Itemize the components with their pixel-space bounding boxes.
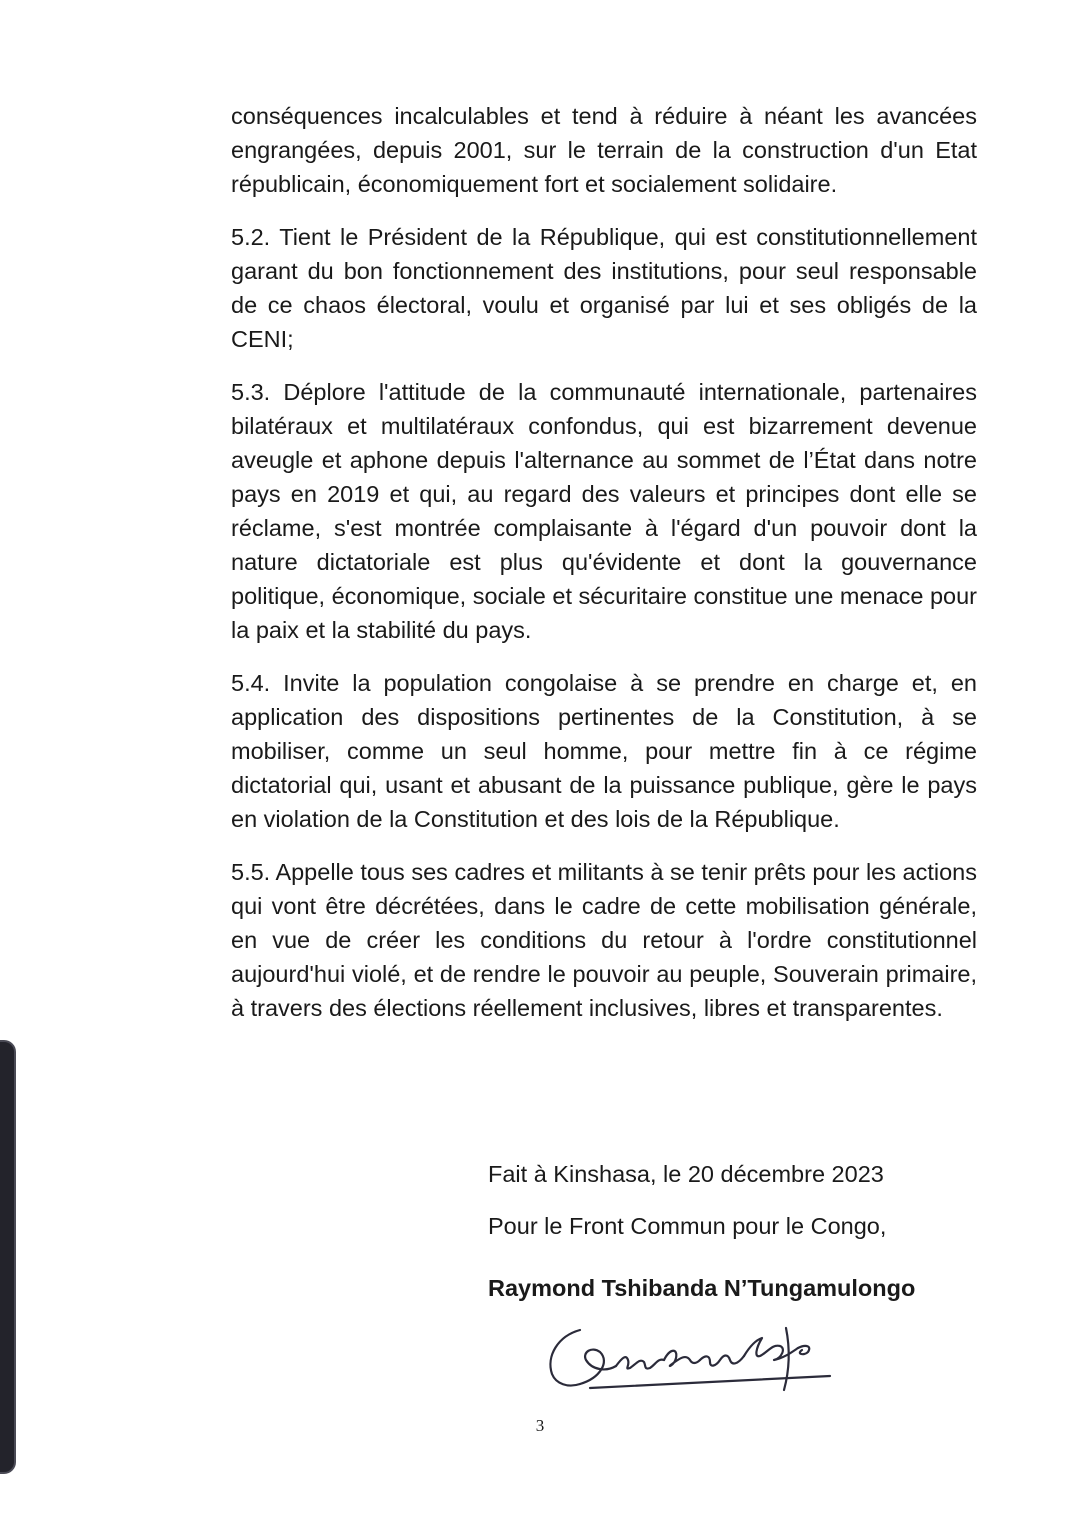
paragraph-5-5: 5.5. Appelle tous ses cadres et militants à se tenir prêts pour les actions qui vont être décrétées, dans le cadre de cette mobilisation générale, en vue de créer les conditions du retour à l'ordre constitutionnel aujourd'hui violé, et de rendre le pouvoir au peuple, Souverain primaire, à travers des élections réellement inclusives, libres et transparentes.: [231, 859, 977, 1021]
viewer-side-tab[interactable]: [0, 1040, 16, 1474]
signatory-name: Raymond Tshibanda N’Tungamulongo: [488, 1275, 916, 1301]
signature-icon: [540, 1318, 860, 1398]
paragraph-continuation: conséquences incalculables et tend à réduire à néant les avancées engrangées, depuis 2001, sur le terrain de la construction d'un Etat républicain, économiquement fort et socialement solidaire.: [231, 103, 977, 197]
document-body: [231, 99, 977, 1044]
on-behalf-line: Pour le Front Commun pour le Congo,: [488, 1213, 887, 1239]
place-date: Fait à Kinshasa, le 20 décembre 2023: [488, 1161, 884, 1187]
paragraph-5-3: 5.3. Déplore l'attitude de la communauté internationale, partenaires bilatéraux et multilatéraux confondus, qui est bizarrement devenue aveugle et aphone depuis l'alternance au sommet de l’État dans notre pays en 2019 et qui, au regard des valeurs et principes dont elle se réclame, s'est montrée complaisante à l'égard d'un pouvoir dont la nature dictatoriale est plus qu'évidente et dont la gouvernance politique, économique, sociale et sécuritaire constitue une menace pour la paix et la stabilité du pays.: [231, 379, 977, 643]
page-number: 3: [535, 1416, 545, 1435]
paragraph-5-4: 5.4. Invite la population congolaise à se prendre en charge et, en application des dispositions pertinentes de la Constitution, à se mobiliser, comme un seul homme, pour mettre fin à ce régime dictatorial qui, usant et abusant de la puissance publique, gère le pays en violation de la Constitution et des lois de la République.: [231, 670, 977, 832]
paragraph-5-2: 5.2. Tient le Président de la République, qui est constitutionnellement garant du bon fonctionnement des institutions, pour seul responsable de ce chaos électoral, voulu et organisé par lui et ses obligés de la CENI;: [231, 224, 977, 352]
closing-block: [488, 1157, 1008, 1323]
